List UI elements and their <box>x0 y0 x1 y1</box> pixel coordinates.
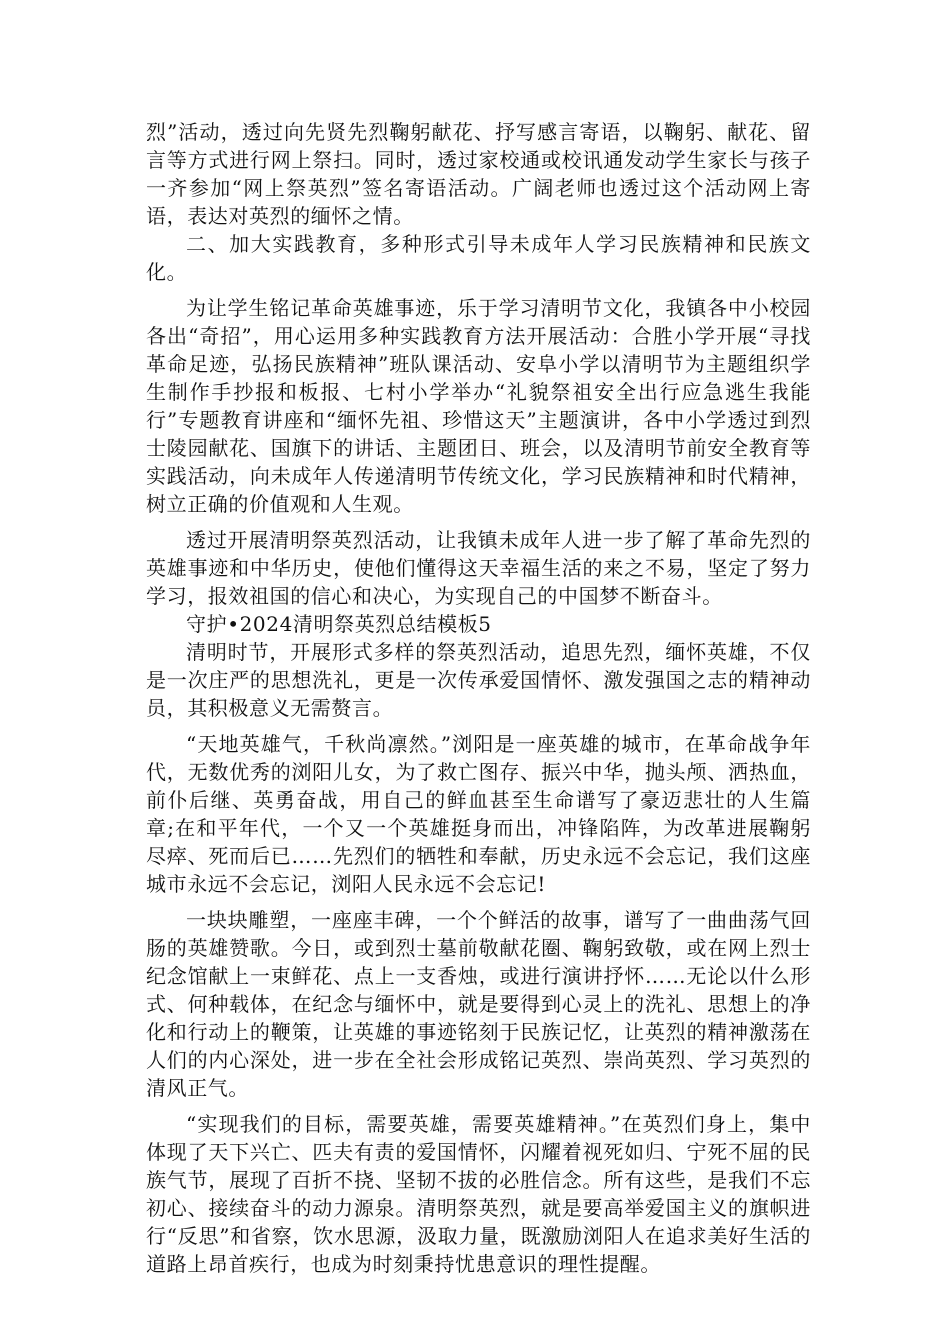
paragraph-hero-songs: 一块块雕塑，一座座丰碑，一个个鲜活的故事，谱写了一曲曲荡气回肠的英雄赞歌。今日，或到烈士墓前敬献花圈、鞠躬致敬，或在网上烈士纪念馆献上一束鲜花、点上一支香烛，或进行演讲抒怀……无论以什么形式、何种载体，在纪念与缅怀中，就是要得到心灵上的洗礼、思想上的净化和行动上的鞭策，让英雄的事迹铭刻于民族记忆，让英烈的精神激荡在人们的内心深处，进一步在全社会形成铭记英烈、崇尚英烈、学习英烈的清风正气。 <box>146 908 811 1100</box>
paragraph-online-memorial: 烈”活动，透过向先贤先烈鞠躬献花、抒写感言寄语，以鞠躬、献花、留言等方式进行网上祭扫。同时，透过家校通或校讯通发动学生家长与孩子一齐参加“网上祭英烈”签名寄语活动。广阔老师也透过这个活动网上寄语，表达对英烈的缅怀之情。 <box>146 120 811 228</box>
document-page <box>146 118 811 1278</box>
paragraph-hero-spirit: “实现我们的目标，需要英雄，需要英雄精神。”在英烈们身上，集中体现了天下兴亡、匹夫有责的爱国情怀，闪耀着视死如归、宁死不屈的民族气节，展现了百折不挠、坚韧不拔的必胜信念。所有这些，是我们不忘初心、接续奋斗的动力源泉。清明祭英烈，就是要高举爱国主义的旗帜进行“反思”和省察，饮水思源，汲取力量，既激励浏阳人在追求美好生活的道路上昂首疾行，也成为时刻秉持忧患意识的理性提醒。 <box>146 1112 811 1276</box>
paragraph-heroic-city: “天地英雄气，千秋尚凛然。”浏阳是一座英雄的城市，在革命战争年代，无数优秀的浏阳儿女，为了救亡图存、振兴中华，抛头颅、洒热血，前仆后继、英勇奋战，用自己的鲜血甚至生命谱写了豪迈悲壮的人生篇章;在和平年代，一个又一个英雄挺身而出，冲锋陷阵，为改革进展鞠躬尽瘁、死而后已……先烈们的牺牲和奉献，历史永远不会忘记，我们这座城市永远不会忘记，浏阳人民永远不会忘记! <box>146 732 811 896</box>
template-title: 守护•2024清明祭英烈总结模板5 <box>186 612 492 636</box>
paragraph-qingming-intro: 清明时节，开展形式多样的祭英烈活动，追思先烈，缅怀英雄，不仅是一次庄严的思想洗礼，更是一次传承爱国情怀、激发强国之志的精神动员，其积极意义无需赘言。 <box>146 640 811 720</box>
paragraph-outcome: 透过开展清明祭英烈活动，让我镇未成年人进一步了解了革命先烈的英雄事迹和中华历史，使他们懂得这天幸福生活的来之不易，坚定了努力学习，报效祖国的信心和决心，为实现自己的中国梦不断奋斗。 <box>146 528 811 608</box>
paragraph-practice-activities: 为让学生铭记革命英雄事迹，乐于学习清明节文化，我镇各中小校园各出“奇招”，用心运用多种实践教育方法开展活动：合胜小学开展“寻找革命足迹，弘扬民族精神”班队课活动、安阜小学以清明节为主题组织学生制作手抄报和板报、七村小学举办“礼貌祭祖安全出行应急逃生我能行”专题教育讲座和“缅怀先祖、珍惜这天”主题演讲，各中小学透过到烈士陵园献花、国旗下的讲话、主题团日、班会，以及清明节前安全教育等实践活动，向未成年人传递清明节传统文化，学习民族精神和时代精神，树立正确的价值观和人生观。 <box>146 296 811 516</box>
section-heading-practice-education: 二、加大实践教育，多种形式引导未成年人学习民族精神和民族文化。 <box>146 232 811 284</box>
